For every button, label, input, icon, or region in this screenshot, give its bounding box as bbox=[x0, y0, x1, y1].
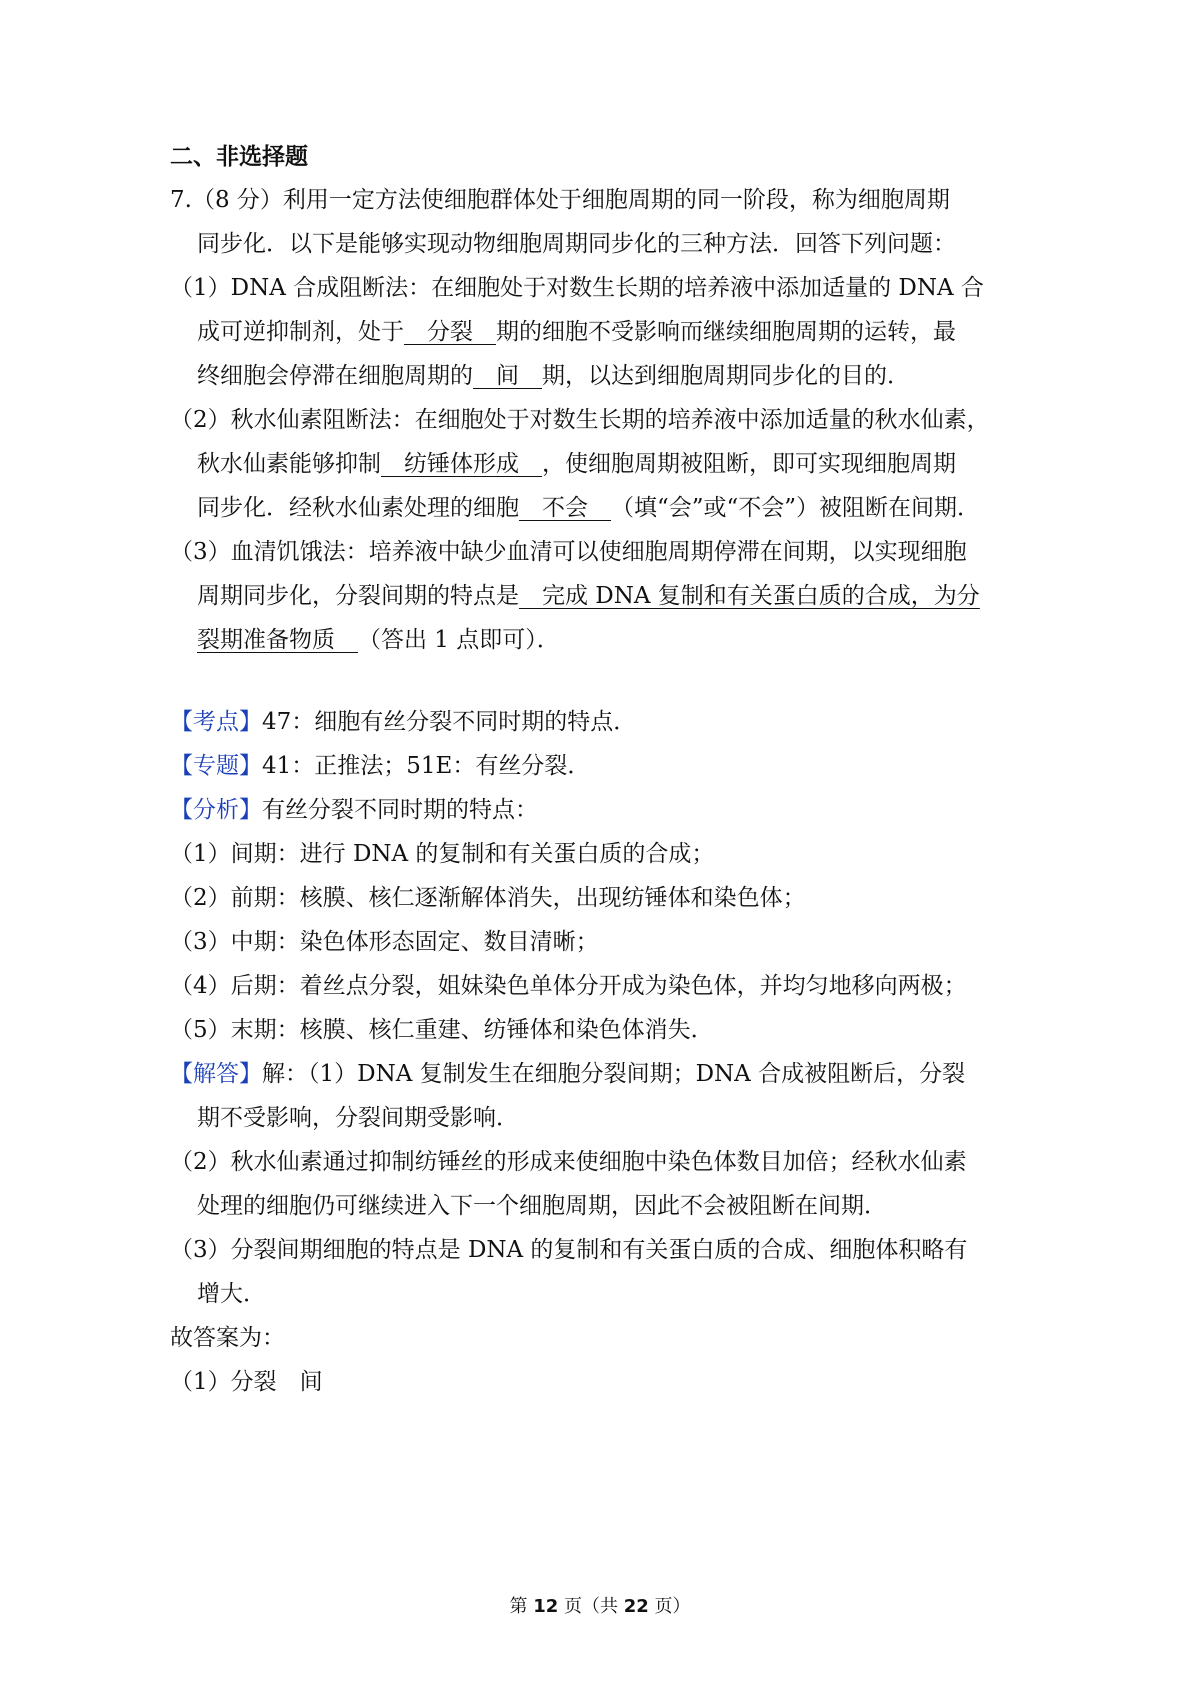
fenxi-tag: 【分析】 bbox=[170, 797, 262, 823]
question-number: 7. bbox=[170, 187, 192, 213]
jieda-line-1: 【解答】解：（1）DNA 复制发生在细胞分裂间期；DNA 合成被阻断后，分裂 bbox=[170, 1061, 966, 1087]
fenxi-item: （1）间期：进行 DNA 的复制和有关蛋白质的合成； bbox=[170, 841, 715, 867]
jieda-line-2: 期不受影响，分裂间期受影响． bbox=[197, 1105, 519, 1131]
answer-line-1: （1）分裂 间 bbox=[170, 1369, 323, 1395]
fenxi-item: （4）后期：着丝点分裂，姐妹染色单体分开成为染色体，并均匀地移向两极； bbox=[170, 973, 967, 999]
kaodian-tag: 【考点】 bbox=[170, 709, 262, 735]
jieda-line-3: （2）秋水仙素通过抑制纺锤丝的形成来使细胞中染色体数目加倍；经秋水仙素 bbox=[170, 1149, 967, 1175]
jieda-line-6: 增大． bbox=[197, 1281, 266, 1307]
answer-blank-1: 分裂 bbox=[427, 319, 473, 345]
method-1-line-1: （1）DNA 合成阻断法：在细胞处于对数生长期的培养液中添加适量的 DNA 合 bbox=[170, 275, 984, 301]
answer-blank-3: 纺锤体形成 bbox=[404, 451, 519, 477]
total-pages: 22 bbox=[623, 1596, 649, 1617]
question-intro-line-2: 同步化．以下是能够实现动物细胞周期同步化的三种方法．回答下列问题： bbox=[197, 231, 956, 257]
method-2-line-3: 同步化．经秋水仙素处理的细胞 不会 （填“会”或“不会”）被阻断在间期． bbox=[197, 495, 981, 521]
fenxi-item: （5）末期：核膜、核仁重建、纺锤体和染色体消失． bbox=[170, 1017, 714, 1043]
fenxi-line: 【分析】有丝分裂不同时期的特点： bbox=[170, 797, 538, 823]
method-1-line-3: 终细胞会停滞在细胞周期的 间 期，以达到细胞周期同步化的目的． bbox=[197, 363, 910, 389]
method-2-line-1: （2）秋水仙素阻断法：在细胞处于对数生长期的培养液中添加适量的秋水仙素， bbox=[170, 407, 990, 433]
answer-blank-5-cont: 裂期准备物质 bbox=[197, 627, 335, 653]
answer-blank-4: 不会 bbox=[542, 495, 588, 521]
jieda-line-5: （3）分裂间期细胞的特点是 DNA 的复制和有关蛋白质的合成、细胞体积略有 bbox=[170, 1237, 968, 1263]
method-2-line-2: 秋水仙素能够抑制 纺锤体形成 ，使细胞周期被阻断，即可实现细胞周期 bbox=[197, 451, 956, 477]
fenxi-item: （3）中期：染色体形态固定、数目清晰； bbox=[170, 929, 599, 955]
method-3-line-1: （3）血清饥饿法：培养液中缺少血清可以使细胞周期停滞在间期，以实现细胞 bbox=[170, 539, 967, 565]
zhuanti-line: 【专题】41：正推法；51E：有丝分裂． bbox=[170, 753, 591, 779]
zhuanti-tag: 【专题】 bbox=[170, 753, 262, 779]
answer-blank-2: 间 bbox=[496, 363, 519, 389]
answer-blank-5: 完成 DNA 复制和有关蛋白质的合成，为分 bbox=[542, 583, 980, 609]
page-number: 12 bbox=[533, 1596, 559, 1617]
jieda-line-4: 处理的细胞仍可继续进入下一个细胞周期，因此不会被阻断在间期． bbox=[197, 1193, 887, 1219]
section-heading: 二、非选择题 bbox=[170, 144, 308, 170]
page-footer: 第 12 页（共 22 页） bbox=[509, 1596, 691, 1617]
method-3-line-2: 周期同步化，分裂间期的特点是 完成 DNA 复制和有关蛋白质的合成，为分 bbox=[197, 583, 980, 609]
method-3-line-3: 裂期准备物质 （答出 1 点即可）． bbox=[197, 627, 560, 653]
kaodian-line: 【考点】47：细胞有丝分裂不同时期的特点． bbox=[170, 709, 637, 735]
jieda-tag: 【解答】 bbox=[170, 1061, 262, 1087]
answer-label: 故答案为： bbox=[170, 1325, 285, 1351]
question-intro-line-1: 7.（8 分）利用一定方法使细胞群体处于细胞周期的同一阶段，称为细胞周期 bbox=[170, 187, 950, 213]
fenxi-item: （2）前期：核膜、核仁逐渐解体消失，出现纺锤体和染色体； bbox=[170, 885, 806, 911]
method-1-line-2: 成可逆抑制剂，处于 分裂 期的细胞不受影响而继续细胞周期的运转，最 bbox=[197, 319, 956, 345]
